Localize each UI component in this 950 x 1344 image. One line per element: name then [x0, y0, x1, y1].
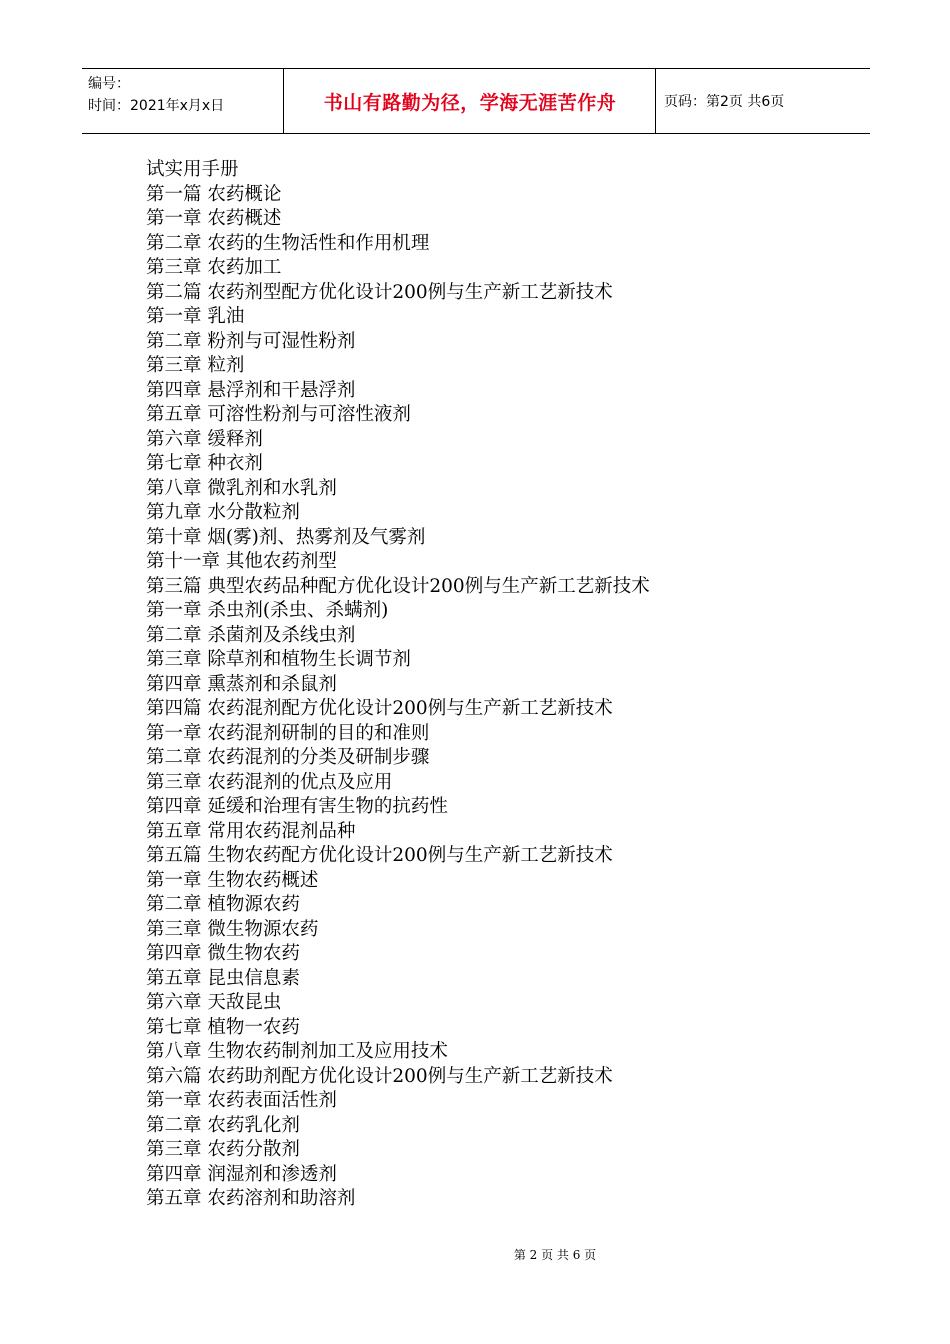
table-of-contents — [146, 158, 866, 1212]
toc-line: 第一章 农药混剂研制的目的和准则 — [146, 722, 430, 744]
toc-line: 第二章 植物源农药 — [146, 894, 300, 915]
toc-line: 第二章 农药混剂的分类及研制步骤 — [146, 747, 430, 768]
toc-line: 第三章 农药分散剂 — [146, 1139, 300, 1160]
toc-line: 第三章 农药混剂的优点及应用 — [146, 771, 393, 793]
toc-line: 第五章 可溶性粉剂与可溶性液剂 — [146, 404, 411, 425]
toc-line: 第一章 生物农药概述 — [146, 869, 319, 891]
toc-line: 第二篇 农药剂型配方优化设计200例与生产新工艺新技术 — [146, 281, 613, 303]
header-divider-right — [655, 69, 656, 133]
toc-line: 第三章 除草剂和植物生长调节剂 — [146, 649, 411, 670]
toc-line: 第二章 农药乳化剂 — [146, 1114, 300, 1136]
toc-line: 第四篇 农药混剂配方优化设计200例与生产新工艺新技术 — [146, 698, 613, 719]
toc-line: 第四章 悬浮剂和干悬浮剂 — [146, 379, 356, 401]
toc-line: 试实用手册 — [146, 159, 239, 180]
header-motto: 书山有路勤为径，学海无涯苦作舟 — [323, 91, 617, 114]
header-page-info: 页码：第2页 共6页 — [664, 94, 785, 110]
toc-line: 第二章 农药的生物活性和作用机理 — [146, 232, 430, 254]
toc-line: 第十章 烟(雾)剂、热雾剂及气雾剂 — [146, 526, 426, 548]
toc-line: 第十一章 其他农药剂型 — [146, 551, 337, 572]
toc-line: 第一章 乳油 — [146, 306, 245, 327]
page-footer: 第 2 页 共 6 页 — [513, 1248, 597, 1262]
toc-line: 第三章 农药加工 — [146, 257, 282, 278]
toc-line: 第二章 杀菌剂及杀线虫剂 — [146, 624, 356, 646]
toc-line: 第六章 天敌昆虫 — [146, 992, 282, 1013]
toc-line: 第八章 微乳剂和水乳剂 — [146, 477, 337, 499]
toc-line: 第一章 农药表面活性剂 — [146, 1090, 337, 1111]
toc-line: 第八章 生物农药制剂加工及应用技术 — [146, 1041, 448, 1062]
toc-line: 第一章 农药概述 — [146, 208, 282, 229]
toc-line: 第四章 熏蒸剂和杀鼠剂 — [146, 673, 337, 695]
toc-line: 第四章 润湿剂和渗透剂 — [146, 1163, 337, 1185]
toc-line: 第三章 微生物源农药 — [146, 918, 319, 940]
toc-line: 第九章 水分散粒剂 — [146, 502, 300, 523]
toc-line: 第四章 微生物农药 — [146, 943, 300, 964]
header-number-label: 编号： — [88, 76, 130, 92]
toc-line: 第三篇 典型农药品种配方优化设计200例与生产新工艺新技术 — [146, 575, 650, 597]
header-time-label: 时间：2021年x月x日 — [88, 98, 225, 114]
header-divider-left — [283, 69, 284, 133]
toc-line: 第五篇 生物农药配方优化设计200例与生产新工艺新技术 — [146, 845, 613, 866]
toc-line: 第五章 农药溶剂和助溶剂 — [146, 1188, 356, 1209]
toc-line: 第五章 常用农药混剂品种 — [146, 820, 356, 842]
toc-line: 第二章 粉剂与可湿性粉剂 — [146, 330, 356, 352]
toc-line: 第三章 粒剂 — [146, 355, 245, 376]
toc-line: 第五章 昆虫信息素 — [146, 967, 300, 989]
toc-line: 第一章 杀虫剂(杀虫、杀螨剂) — [146, 600, 389, 621]
page-header — [82, 68, 870, 134]
toc-line: 第七章 种衣剂 — [146, 453, 263, 474]
toc-line: 第四章 延缓和治理有害生物的抗药性 — [146, 796, 448, 817]
toc-line: 第一篇 农药概论 — [146, 183, 282, 205]
header-meta — [88, 73, 283, 117]
toc-line: 第六章 缓释剂 — [146, 428, 263, 450]
toc-line: 第七章 植物一农药 — [146, 1016, 300, 1038]
toc-line: 第六篇 农药助剂配方优化设计200例与生产新工艺新技术 — [146, 1065, 613, 1087]
